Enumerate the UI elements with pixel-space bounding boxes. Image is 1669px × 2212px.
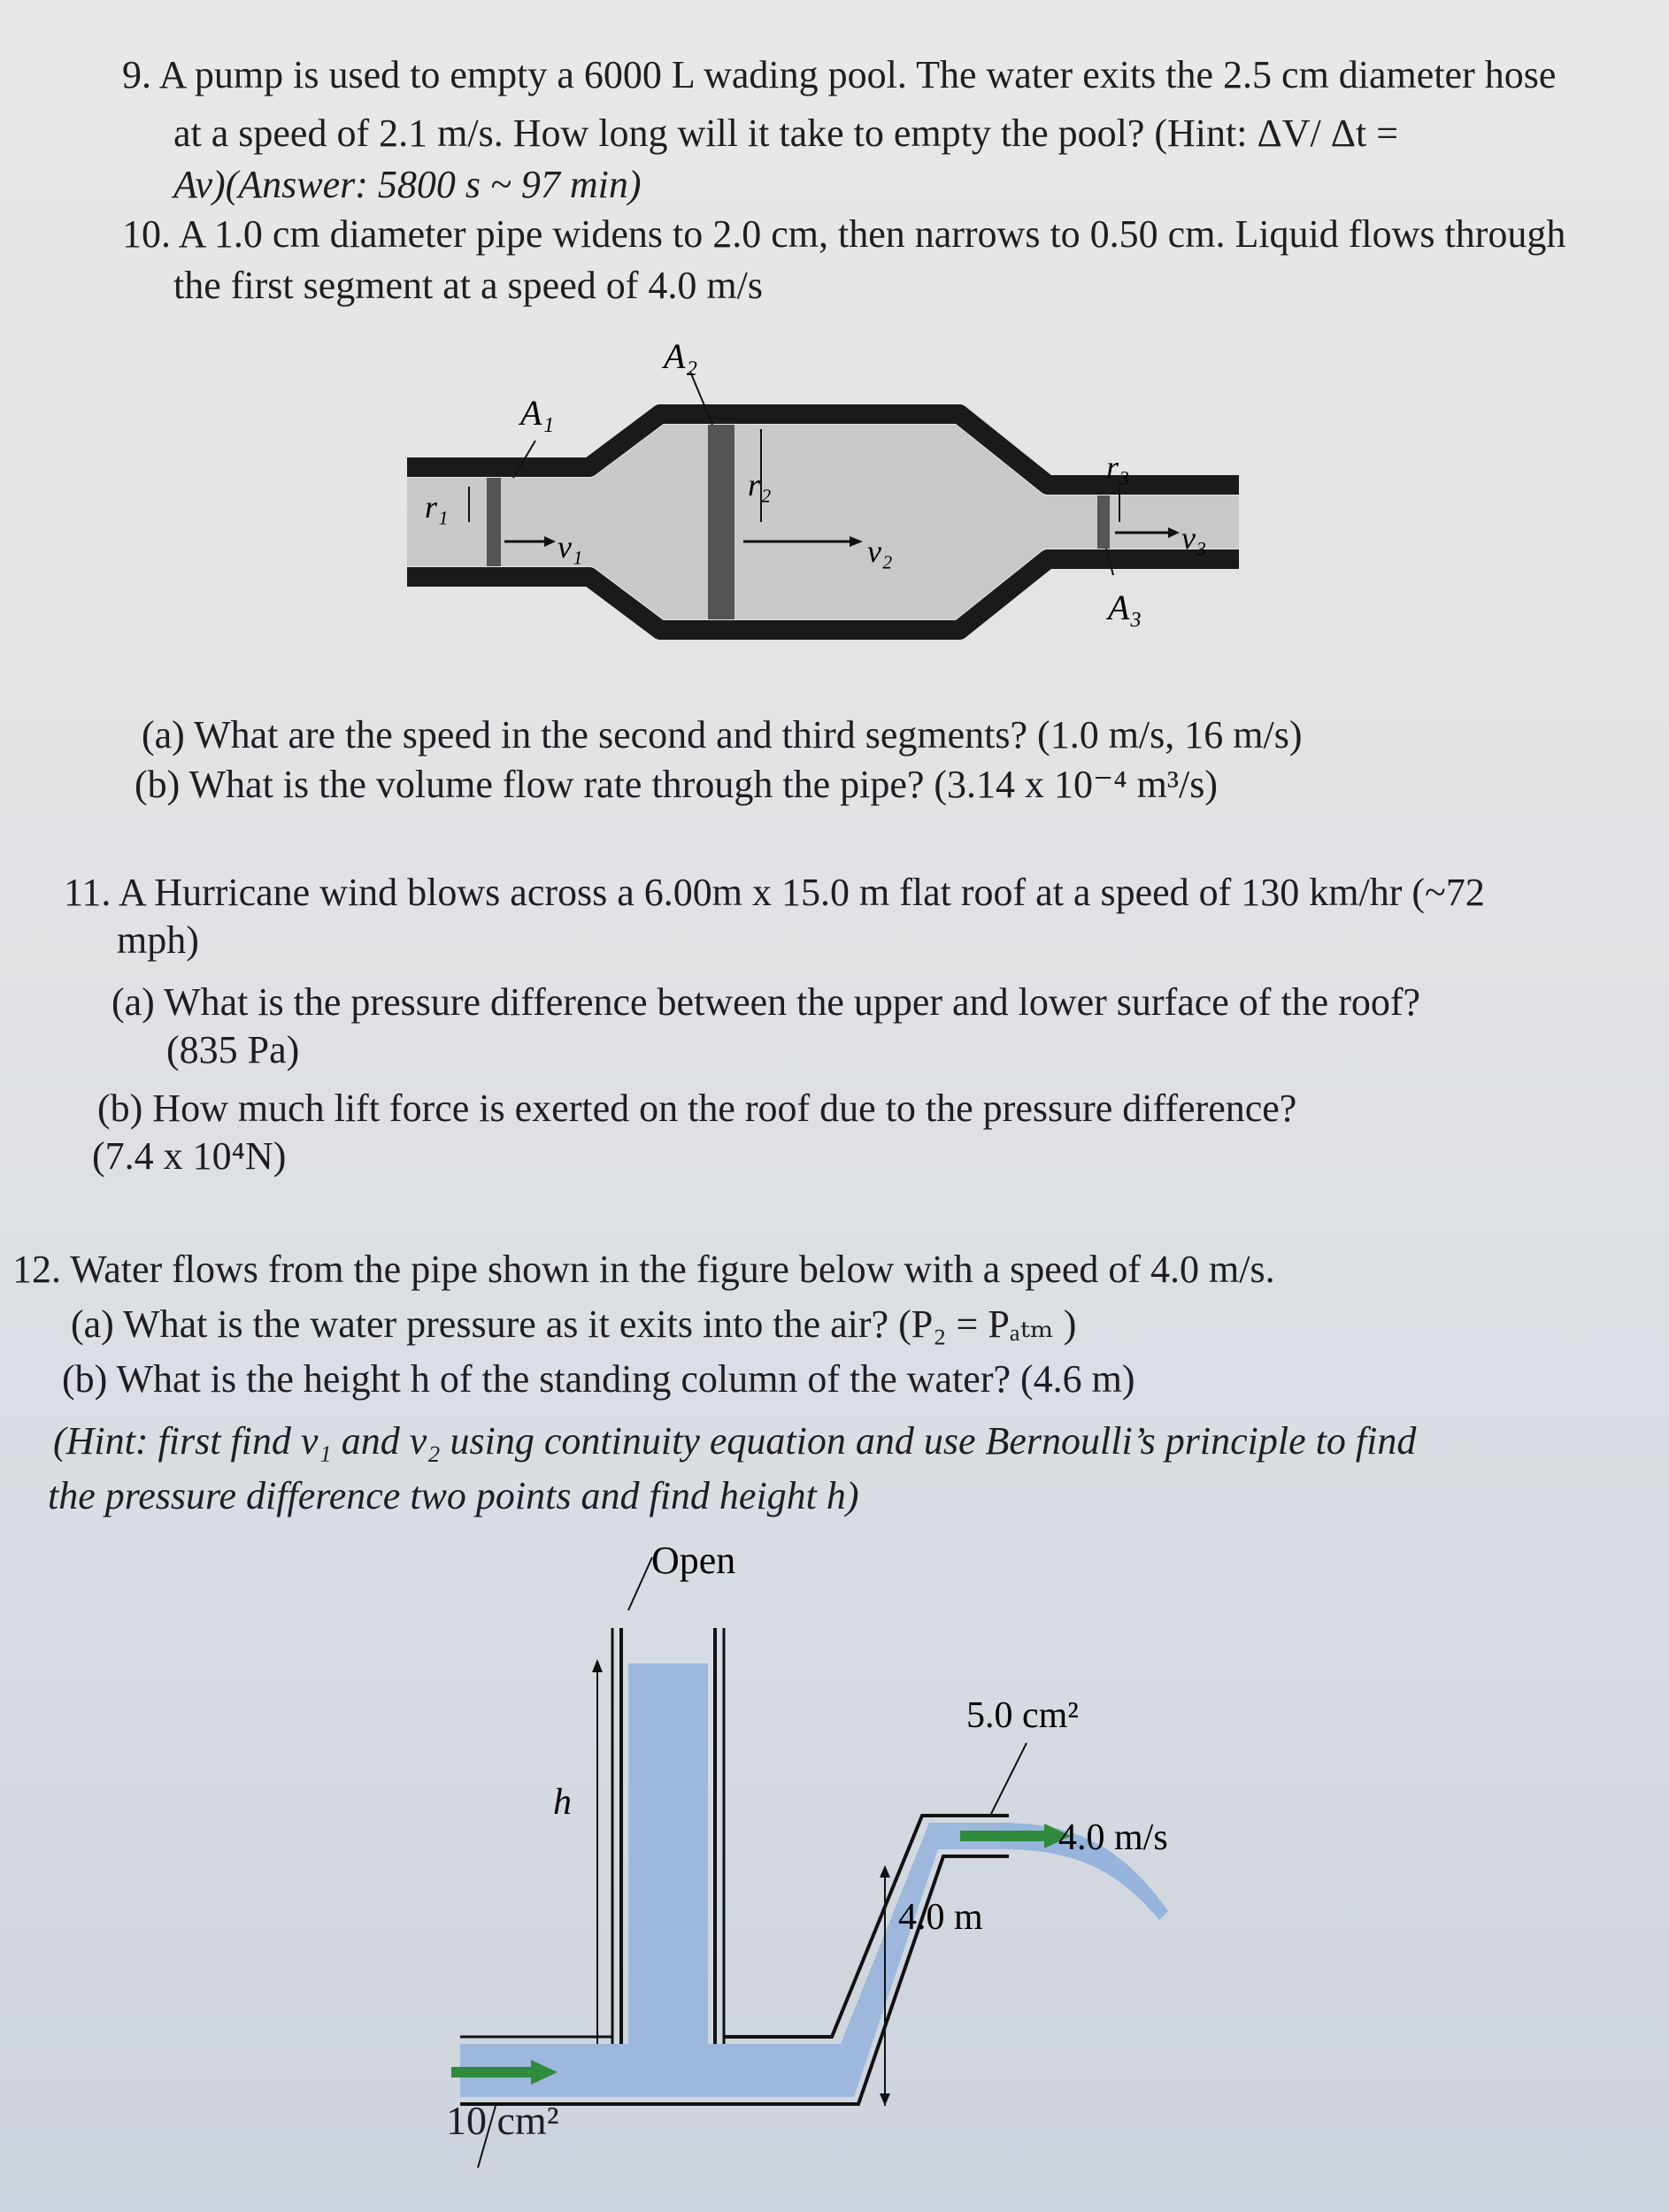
q12-part-b: (b) What is the height h of the standing column of the water? (4.6 m)	[62, 1357, 1135, 1401]
q10-part-a: (a) What are the speed in the second and third segments? (1.0 m/s, 16 m/s)	[142, 713, 1303, 757]
q10-line-2: the first segment at a speed of 4.0 m/s	[173, 264, 763, 307]
q12-hint-1: (Hint: first find v₁ and v₂ using continuity equation and use Bernoulli’s principle to find	[53, 1419, 1417, 1463]
q11-part-b-answer: (7.4 x 10⁴N)	[92, 1134, 287, 1178]
cross-section-a1	[487, 478, 501, 566]
q10-part-b: (b) What is the volume flow rate through the pipe? (3.14 x 10⁻⁴ m³/s)	[135, 763, 1219, 806]
label-r3: r₃	[1106, 449, 1130, 485]
label-area-bottom: 10 cm²	[446, 2098, 559, 2143]
label-speed: 4.0 m/s	[1058, 1817, 1168, 1858]
standing-column-figure	[389, 1531, 1239, 2168]
label-open: Open	[651, 1539, 736, 1582]
q12-line-1: 12. Water flows from the pipe shown in the figure below with a speed of 4.0 m/s.	[12, 1248, 1275, 1291]
q12-part-a: (a) What is the water pressure as it exits into the air? (P₂ = Pₐₜₘ )	[71, 1302, 1077, 1346]
label-h: h	[553, 1782, 572, 1823]
q12-hint-2: the pressure difference two points and find height h)	[48, 1474, 859, 1517]
cross-section-a3	[1097, 495, 1110, 549]
label-a1: A₁	[520, 393, 555, 433]
q11-line-2: mph)	[117, 918, 199, 962]
label-a3: A₃	[1108, 588, 1142, 627]
label-height: 4.0 m	[898, 1897, 983, 1938]
label-v3: v₃	[1181, 520, 1207, 556]
q10-line-1: 10. A 1.0 cm diameter pipe widens to 2.0 cm, then narrows to 0.50 cm. Liquid flows through	[122, 212, 1566, 256]
cross-section-a2	[708, 425, 735, 619]
q11-part-a: (a) What is the pressure difference between the upper and lower surface of the roof?	[112, 980, 1421, 1024]
q11-part-a-answer: (835 Pa)	[166, 1028, 300, 1071]
q9-line-2: at a speed of 2.1 m/s. How long will it take to empty the pool? (Hint: ΔV/ Δt =	[173, 111, 1399, 155]
label-v1: v₁	[558, 529, 583, 565]
q11-line-1: 11. A Hurricane wind blows across a 6.00m x 15.0 m flat roof at a speed of 130 km/hr (~72	[64, 871, 1485, 914]
label-r2: r₂	[748, 467, 772, 503]
label-area-top: 5.0 cm²	[966, 1695, 1079, 1736]
water-column	[628, 1663, 708, 2044]
label-v2: v₂	[867, 534, 893, 569]
q9-line-3: Av)(Answer: 5800 s ~ 97 min)	[173, 163, 642, 206]
q9-line-1: 9. A pump is used to empty a 6000 L wading pool. The water exits the 2.5 cm diameter hose	[122, 53, 1557, 96]
label-r1: r₁	[425, 489, 449, 525]
q11-part-b: (b) How much lift force is exerted on the roof due to the pressure difference?	[97, 1087, 1297, 1130]
water-pipe	[460, 1823, 1000, 2097]
pipe-segments-figure	[389, 336, 1274, 672]
label-a2: A₂	[664, 336, 698, 376]
